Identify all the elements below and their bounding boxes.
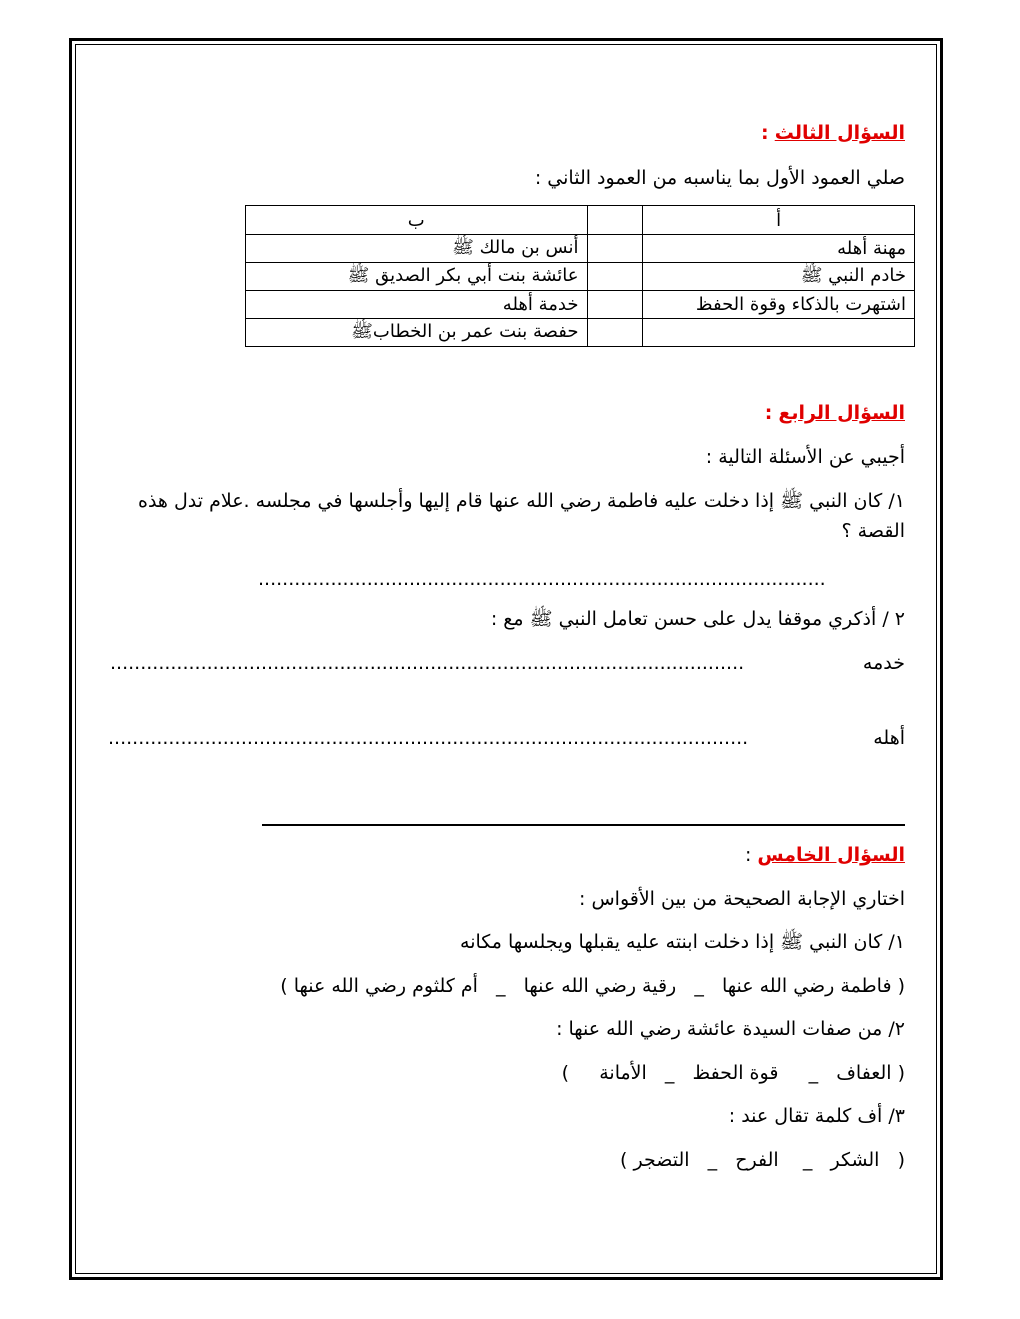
col-a-cell — [643, 319, 915, 347]
answer-cell[interactable] — [587, 291, 643, 319]
col-b-header: ب — [246, 206, 588, 235]
q5-instruction: اختاري الإجابة الصحيحة من بين الأقواس : — [579, 888, 905, 910]
q5-item3-question: ٣/ أف كلمة تقال عند : — [728, 1105, 905, 1127]
q5-item1-choices[interactable]: ( فاطمة رضي الله عنها _ رقية رضي الله عنها _ أم كلثوم رضي الله عنها ) — [280, 975, 905, 997]
col-b-cell: أنس بن مالك ﷺ — [246, 235, 588, 263]
q4-item1: ١/ كان النبي ﷺ إذا دخلت عليه فاطمة رضي الله عنها قام إليها وأجلسها في مجلسه .علام تدل هذه القصة ؟ — [138, 490, 905, 542]
col-b-cell: خدمة أهله — [246, 291, 588, 319]
q5-item2-question: ٢/ من صفات السيدة عائشة رضي الله عنها : — [556, 1018, 905, 1040]
col-b-cell: حفصة بنت عمر بن الخطابﷺ — [246, 319, 588, 347]
q3-heading — [761, 120, 905, 146]
answer-cell[interactable] — [587, 263, 643, 291]
section-divider — [262, 824, 905, 826]
q4-instruction: أجيبي عن الأسئلة التالية : — [705, 446, 905, 468]
col-b-cell: عائشة بنت أبي بكر الصديق ﷺ — [246, 263, 588, 291]
matching-table — [245, 205, 915, 347]
col-a-cell: مهنة أهله — [643, 235, 915, 263]
q4-colon: : — [764, 402, 773, 424]
q3-title: السؤال الثالث — [774, 122, 905, 144]
col-a-cell: خادم النبي ﷺ — [643, 263, 915, 291]
q4-item2-b-answer-line[interactable]: .......................................................................................................... — [108, 727, 749, 749]
answer-cell[interactable] — [587, 319, 643, 347]
q5-heading — [745, 842, 905, 868]
q4-item1-answer-line[interactable]: .............................................................................................. — [258, 568, 826, 590]
q4-item2: ٢ / أذكري موقفا يدل على حسن تعامل النبي ﷺ مع : — [490, 608, 905, 630]
answer-cell[interactable] — [587, 235, 643, 263]
q4-item2-a-answer-line[interactable]: ......................................................................................................... — [110, 652, 745, 674]
q4-title: السؤال الرابع — [778, 402, 905, 424]
q5-title: السؤال الخامس — [757, 844, 905, 866]
answer-cell-header — [587, 206, 643, 235]
q4-heading — [765, 400, 905, 426]
q4-item2-b-label: أهله — [873, 727, 905, 749]
col-a-header: أ — [643, 206, 915, 235]
col-a-cell: اشتهرت بالذكاء وقوة الحفظ — [643, 291, 915, 319]
q5-item2-choices[interactable]: ( العفاف _ قوة الحفظ _ الأمانة ) — [561, 1062, 905, 1084]
q3-colon: : — [761, 122, 769, 144]
q5-colon: : — [744, 844, 752, 866]
q5-item3-choices[interactable]: ( الشكر _ الفرح _ التضجر ) — [620, 1149, 905, 1171]
q3-instruction: صلي العمود الأول بما يناسبه من العمود الثاني : — [534, 167, 905, 189]
q4-item2-a-label: خدمه — [862, 652, 905, 674]
q5-item1-question: ١/ كان النبي ﷺ إذا دخلت ابنته عليه يقبلها ويجلسها مكانه — [460, 931, 905, 953]
